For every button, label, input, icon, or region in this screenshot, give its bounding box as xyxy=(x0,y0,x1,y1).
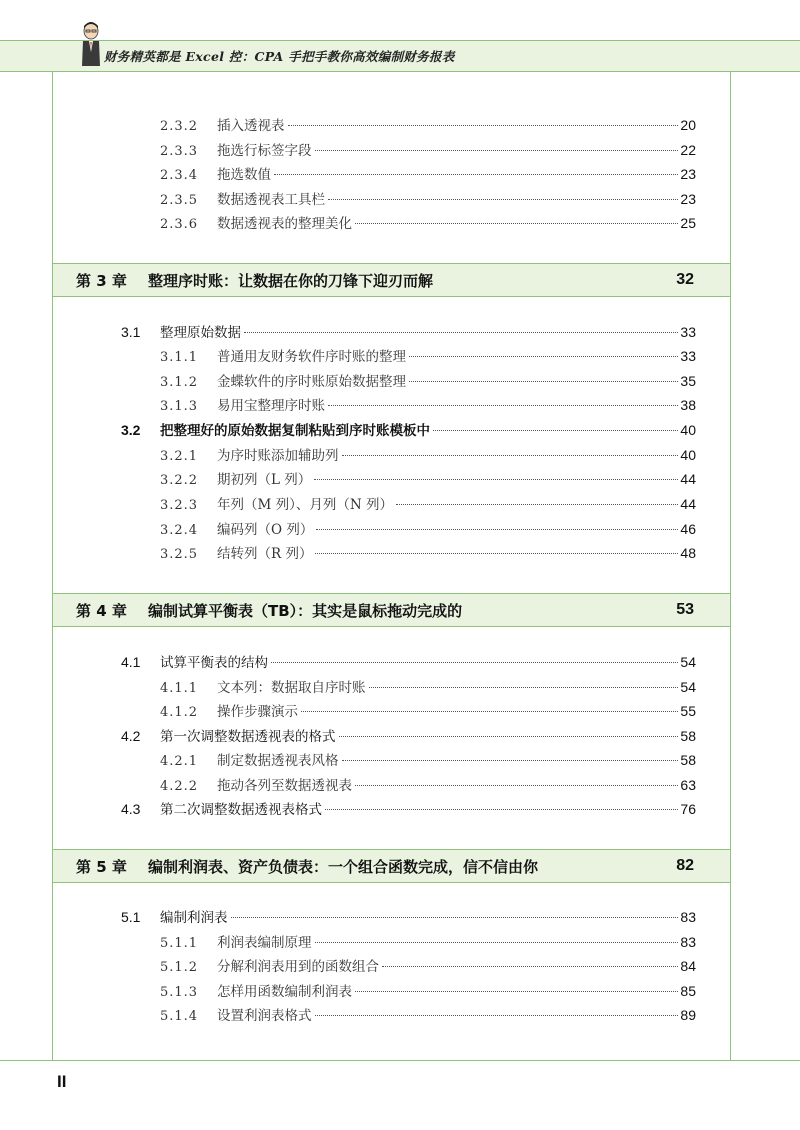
entry-title: 为序时账添加辅助列 xyxy=(217,448,339,464)
toc-entry-4-2-2[interactable] xyxy=(160,775,696,797)
toc-entry-3-2-2[interactable] xyxy=(160,469,696,491)
toc-entry-4-3[interactable] xyxy=(121,799,696,820)
dot-leader xyxy=(231,917,679,918)
entry-page: 55 xyxy=(680,703,696,719)
chapter-page: 32 xyxy=(676,271,694,288)
entry-page: 44 xyxy=(680,496,696,512)
toc-entry-2-3-3[interactable] xyxy=(160,140,696,162)
chapter-label: 第 4 章 xyxy=(76,601,127,620)
entry-title: 编制利润表 xyxy=(160,910,228,926)
chapter-label: 第 5 章 xyxy=(76,857,127,876)
book-title-header: 财务精英都是 Excel 控：CPA 手把手教你高效编制财务报表 xyxy=(104,49,455,64)
cartoon-accountant-icon xyxy=(80,22,102,68)
entry-page: 54 xyxy=(680,654,696,670)
entry-page: 54 xyxy=(680,679,696,695)
entry-title: 制定数据透视表风格 xyxy=(217,753,339,769)
entry-page: 83 xyxy=(680,934,696,950)
entry-number: 4.1.1 xyxy=(160,681,199,696)
toc-entry-4-1-2[interactable] xyxy=(160,701,696,723)
entry-number: 5.1.3 xyxy=(160,985,199,1000)
toc-entry-2-3-6[interactable] xyxy=(160,213,696,235)
entry-title: 数据透视表的整理美化 xyxy=(217,216,352,232)
toc-entry-3-2-3[interactable] xyxy=(160,494,696,516)
entry-title: 把整理好的原始数据复制粘贴到序时账模板中 xyxy=(160,423,430,439)
entry-page: 33 xyxy=(680,348,696,364)
toc-entry-3-1[interactable] xyxy=(121,322,696,343)
entry-title: 年列（M 列）、月列（N 列） xyxy=(217,497,393,513)
entry-page: 89 xyxy=(680,1007,696,1023)
toc-entry-3-2[interactable] xyxy=(121,420,696,441)
toc-entry-3-1-3[interactable] xyxy=(160,395,696,417)
toc-entry-4-2-1[interactable] xyxy=(160,750,696,772)
entry-number: 2.3.6 xyxy=(160,217,199,232)
dot-leader xyxy=(355,223,678,224)
toc-entry-5-1-4[interactable] xyxy=(160,1005,696,1027)
chapter-heading-4[interactable] xyxy=(53,593,730,627)
entry-title: 编码列（O 列） xyxy=(217,522,314,538)
toc-entry-5-1-1[interactable] xyxy=(160,932,696,954)
entry-number: 3.1.1 xyxy=(160,350,199,365)
entry-page: 46 xyxy=(680,521,696,537)
toc-entry-5-1-2[interactable] xyxy=(160,956,696,978)
toc-entry-3-2-4[interactable] xyxy=(160,519,696,541)
entry-page: 33 xyxy=(680,324,696,340)
entry-page: 85 xyxy=(680,983,696,999)
dot-leader xyxy=(409,356,678,357)
toc-entry-2-3-5[interactable] xyxy=(160,189,696,211)
entry-title: 拖选数值 xyxy=(217,167,271,183)
entry-page: 25 xyxy=(680,215,696,231)
chapter-title: 编制试算平衡表（TB）：其实是鼠标拖动完成的 xyxy=(148,601,463,620)
entry-number: 4.2 xyxy=(121,728,141,744)
dot-leader xyxy=(409,381,678,382)
entry-title: 期初列（L 列） xyxy=(217,472,312,488)
entry-number: 4.2.2 xyxy=(160,779,199,794)
entry-title: 操作步骤演示 xyxy=(217,704,298,720)
entry-page: 23 xyxy=(680,191,696,207)
entry-title: 怎样用函数编制利润表 xyxy=(217,984,352,1000)
dot-leader xyxy=(339,736,679,737)
entry-number: 3.2.2 xyxy=(160,473,199,488)
entry-title: 普通用友财务软件序时账的整理 xyxy=(217,349,406,365)
dot-leader xyxy=(288,125,679,126)
entry-number: 5.1 xyxy=(121,909,141,925)
chapter-label: 第 3 章 xyxy=(76,271,127,290)
entry-title: 整理原始数据 xyxy=(160,325,241,341)
entry-page: 44 xyxy=(680,471,696,487)
chapter-heading-5[interactable] xyxy=(53,849,730,883)
frame-line-left xyxy=(52,71,53,1060)
frame-line-bottom xyxy=(0,1060,800,1061)
entry-title: 插入透视表 xyxy=(217,118,285,134)
dot-leader xyxy=(274,174,678,175)
entry-number: 3.1 xyxy=(121,324,141,340)
entry-title: 利润表编制原理 xyxy=(217,935,312,951)
entry-page: 20 xyxy=(680,117,696,133)
entry-number: 3.2.3 xyxy=(160,498,199,513)
entry-number: 2.3.5 xyxy=(160,193,199,208)
toc-entry-2-3-4[interactable] xyxy=(160,164,696,186)
chapter-page: 53 xyxy=(676,601,694,618)
chapter-title: 整理序时账：让数据在你的刀锋下迎刃而解 xyxy=(148,271,434,290)
dot-leader xyxy=(244,332,678,333)
entry-page: 83 xyxy=(680,909,696,925)
dot-leader xyxy=(355,991,678,992)
entry-title: 文本列：数据取自序时账 xyxy=(217,680,366,696)
entry-title: 易用宝整理序时账 xyxy=(217,398,325,414)
entry-title: 第二次调整数据透视表格式 xyxy=(160,802,322,818)
toc-entry-3-1-1[interactable] xyxy=(160,346,696,368)
entry-page: 84 xyxy=(680,958,696,974)
entry-title: 结转列（R 列） xyxy=(217,546,313,562)
entry-number: 4.1 xyxy=(121,654,141,670)
dot-leader xyxy=(314,479,678,480)
toc-entry-3-1-2[interactable] xyxy=(160,371,696,393)
toc-entry-5-1-3[interactable] xyxy=(160,981,696,1003)
entry-page: 35 xyxy=(680,373,696,389)
entry-page: 76 xyxy=(680,801,696,817)
dot-leader xyxy=(316,529,678,530)
entry-number: 5.1.4 xyxy=(160,1009,199,1024)
frame-line-right xyxy=(730,71,731,1060)
entry-page: 63 xyxy=(680,777,696,793)
chapter-page: 82 xyxy=(676,857,694,874)
entry-number: 3.1.3 xyxy=(160,399,199,414)
entry-title: 拖选行标签字段 xyxy=(217,143,312,159)
entry-page: 40 xyxy=(680,447,696,463)
entry-title: 设置利润表格式 xyxy=(217,1008,312,1024)
dot-leader xyxy=(355,785,678,786)
entry-title: 金蝶软件的序时账原始数据整理 xyxy=(217,374,406,390)
dot-leader xyxy=(328,405,678,406)
entry-number: 3.1.2 xyxy=(160,375,199,390)
entry-title: 拖动各列至数据透视表 xyxy=(217,778,352,794)
toc-entry-2-3-2[interactable] xyxy=(160,115,696,137)
entry-number: 2.3.3 xyxy=(160,144,199,159)
toc-entry-4-1[interactable] xyxy=(121,652,696,673)
entry-page: 23 xyxy=(680,166,696,182)
entry-title: 数据透视表工具栏 xyxy=(217,192,325,208)
entry-number: 2.3.2 xyxy=(160,119,199,134)
entry-number: 2.3.4 xyxy=(160,168,199,183)
toc-entry-3-2-5[interactable] xyxy=(160,543,696,565)
entry-number: 5.1.2 xyxy=(160,960,199,975)
dot-leader xyxy=(301,711,678,712)
dot-leader xyxy=(328,199,678,200)
entry-number: 5.1.1 xyxy=(160,936,199,951)
entry-number: 4.2.1 xyxy=(160,754,199,769)
entry-page: 48 xyxy=(680,545,696,561)
chapter-title: 编制利润表、资产负债表：一个组合函数完成，信不信由你 xyxy=(148,857,539,876)
dot-leader xyxy=(382,966,678,967)
dot-leader xyxy=(396,504,678,505)
dot-leader xyxy=(342,760,679,761)
entry-page: 40 xyxy=(680,422,696,438)
dot-leader xyxy=(315,553,678,554)
entry-page: 22 xyxy=(680,142,696,158)
dot-leader xyxy=(342,455,679,456)
entry-title: 分解利润表用到的函数组合 xyxy=(217,959,379,975)
page-folio: II xyxy=(57,1072,67,1091)
dot-leader xyxy=(315,942,679,943)
dot-leader xyxy=(271,662,678,663)
dot-leader xyxy=(315,150,679,151)
dot-leader xyxy=(369,687,679,688)
entry-page: 58 xyxy=(680,728,696,744)
entry-title: 第一次调整数据透视表的格式 xyxy=(160,729,336,745)
entry-number: 4.1.2 xyxy=(160,705,199,720)
entry-page: 38 xyxy=(680,397,696,413)
entry-number: 4.3 xyxy=(121,801,141,817)
entry-number: 3.2.5 xyxy=(160,547,199,562)
dot-leader xyxy=(433,430,678,431)
toc-entry-3-2-1[interactable] xyxy=(160,445,696,467)
dot-leader xyxy=(315,1015,679,1016)
toc-entry-5-1[interactable] xyxy=(121,907,696,928)
entry-title: 试算平衡表的结构 xyxy=(160,655,268,671)
toc-entry-4-2[interactable] xyxy=(121,726,696,747)
dot-leader xyxy=(325,809,678,810)
entry-number: 3.2.1 xyxy=(160,449,199,464)
entry-number: 3.2 xyxy=(121,422,141,438)
toc-entry-4-1-1[interactable] xyxy=(160,677,696,699)
chapter-heading-3[interactable] xyxy=(53,263,730,297)
entry-page: 58 xyxy=(680,752,696,768)
entry-number: 3.2.4 xyxy=(160,523,199,538)
